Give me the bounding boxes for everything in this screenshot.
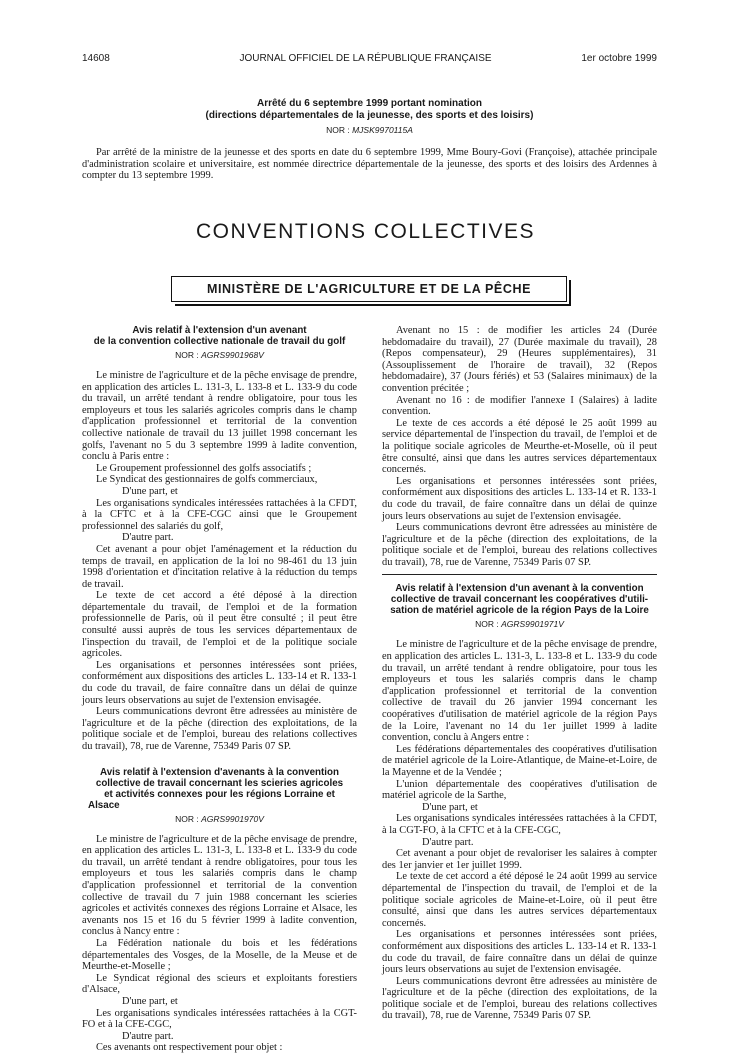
avis-cuma-title-line2: collective de travail concernant les coopératives d'utili- [390, 594, 649, 606]
nor-code: MJSK9970115A [352, 125, 413, 135]
nor-label: NOR : [175, 813, 199, 824]
avis-scieries-title-line1: Avis relatif à l'extension d'avenants à la convention [100, 766, 339, 778]
paragraph: D'une part, et [122, 995, 178, 1007]
paragraph: Le texte de cet accord a été déposé à la direction départementale du travail, de l'emploi et de la formation professionnelle de Paris, où il peut être consulté ; il peut être consulté aussi auprès de tous les services départementaux de l'inspection du travail, de l'emploi et de la politique sociale agricoles. [82, 590, 357, 660]
avis-cuma-title-line1: Avis relatif à l'extension d'un avenant à la convention [395, 583, 644, 595]
right-column [382, 325, 657, 1022]
paragraph: Avenant no 16 : de modifier l'annexe I (Salaires) à ladite convention. [382, 394, 657, 418]
paragraph: Le ministre de l'agriculture et de la pêche envisage de prendre, en application des articles L. 131-3, L. 133-8 et L. 133-9 du code du travail, un arrêté tendant à rendre obligatoires, pour tous les employeurs et tous les salariés compris dans le champ d'application professionnel et territorial de la convention collective de travail du 7 juin 1988 concernant les scieries agricoles et activités connexes des régions Lorraine et Alsace, les avenants nos 15 et 16 du 5 février 1999 à ladite convention, conclus à Nancy entre : [82, 833, 357, 938]
ministry-banner [171, 276, 567, 302]
page-number: 14608 [82, 53, 110, 64]
paragraph: L'union départementale des coopératives d'utilisation de matériel agricole de la Sarthe, [382, 778, 657, 802]
avis-golf-title-line1: Avis relatif à l'extension d'un avenant [132, 325, 307, 336]
nor-code: AGRS9901970V [201, 813, 264, 824]
paragraph: Le Syndicat des gestionnaires de golfs commerciaux, [96, 474, 318, 486]
paragraph: Les organisations syndicales intéressées rattachées à la CFDT, à la CGT-FO, à la CFTC et à la CFE-CGC, [382, 813, 657, 836]
avis-scieries-title-line4: Alsace [88, 799, 120, 811]
paragraph: Le Syndicat régional des scieurs et exploitants forestiers d'Alsace, [82, 972, 357, 996]
paragraph: Le texte de cet accord a été déposé le 24 août 1999 au service départemental de l'inspection du travail, de l'emploi et de la politique sociale agricoles de Maine-et-Loire, où il peut être consulté, ainsi que dans les autres services départementaux concernés. [382, 871, 657, 929]
nor-label: NOR : [475, 619, 499, 630]
paragraph: Les organisations syndicales intéressées rattachées à la CFDT, à la CFTC et à la CFE-CGC ainsi que le Groupement professionnel des salariés du golf, [82, 497, 357, 532]
paragraph: Les organisations et personnes intéressées sont priées, conformément aux dispositions des articles L. 133-14 et R. 133-1 du code du travail, de faire connaître dans un délai de quinze jours leurs observations au sujet de l'extension envisagée. [382, 929, 657, 976]
avis-scieries-title-line2: collective de travail concernant les scieries agricoles [95, 777, 344, 789]
avis-scieries [82, 767, 357, 1054]
nor-label: NOR : [326, 125, 350, 135]
paragraph: Le ministre de l'agriculture et de la pêche envisage de prendre, en application des articles L. 131-3, L. 133-8 et L. 133-9 du code du travail, un arrêté tendant à rendre obligatoire, pour tous les employeurs et tous les salariés agricoles compris dans le champ d'application professionnel et territorial de la convention collective nationale de travail du 13 juillet 1998 concernant les golfs, l'avenant no 5 du 3 septembre 1999 à ladite convention, conclu à Paris entre : [82, 370, 357, 463]
avis-scieries-nor [82, 814, 357, 824]
top-arrete-body: Par arrêté de la ministre de la jeunesse et des sports en date du 6 septembre 1999, Mme Boury-Govi (Françoise), attachée principale d'administration scolaire et universitaire, est nommée directrice départementale de la jeunesse, des sports et des loisirs des Ardennes à compter du 13 septembre 1999. [82, 147, 657, 182]
top-arrete-nor [82, 125, 657, 135]
nor-code: AGRS9901968V [201, 350, 264, 360]
paragraph: Le ministre de l'agriculture et de la pêche envisage de prendre, en application des articles L. 131-3, L. 133-8 et L. 133-9 du code du travail, un arrêté tendant à rendre obligatoire, pour tous les employeurs et tous les salariés compris dans le champ d'application professionnel et territorial de la convention collective de travail du 26 janvier 1994 concernant les coopératives d'utilisation de matériel agricole de la région Pays de la Loire, l'avenant no 14 du 1er juillet 1999 à ladite convention, conclu à Angers entre : [382, 639, 657, 744]
paragraph: D'autre part. [122, 1030, 174, 1042]
paragraph: La Fédération nationale du bois et les fédérations départementales des Vosges, de la Moselle, de la Meuse et de Meurthe-et-Moselle ; [82, 937, 357, 973]
avis-cuma-nor [382, 619, 657, 629]
left-column [82, 325, 357, 1054]
avis-golf-title-line2: de la convention collective nationale de travail du golf [93, 336, 346, 347]
avis-scieries-continued [382, 325, 657, 568]
nor-label: NOR : [175, 350, 199, 360]
paragraph: Le Groupement professionnel des golfs associatifs ; [96, 462, 312, 474]
section-divider [382, 574, 657, 575]
paragraph: Leurs communications devront être adressées au ministère de l'agriculture et de la pêche (direction des exploitations, de la politique sociale et de l'emploi, bureau des relations collectives du travail), 78, rue de Varenne, 75349 Paris 07 SP. [382, 975, 657, 1022]
paragraph: Les fédérations départementales des coopératives d'utilisation de matériel agricole de la Loire-Atlantique, de Maine-et-Loire, de la Mayenne et de la Vendée ; [382, 743, 657, 778]
paragraph: D'une part, et [422, 801, 478, 813]
paragraph: Cet avenant a pour objet de revaloriser les salaires à compter des 1er janvier et 1er juillet 1999. [382, 848, 657, 871]
paragraph: D'une part, et [122, 485, 178, 497]
top-arrete-title-line2: (directions départementales de la jeunesse, des sports et des loisirs) [205, 110, 534, 121]
avis-golf-nor [82, 350, 357, 360]
top-arrete-title [82, 98, 657, 122]
paragraph: Ces avenants ont respectivement pour objet : [96, 1042, 283, 1054]
ministry-name: MINISTÈRE DE L'AGRICULTURE ET DE LA PÊCHE [206, 282, 532, 296]
section-title: CONVENTIONS COLLECTIVES [195, 220, 536, 243]
paragraph: Les organisations et personnes intéressées sont priées, conformément aux dispositions des articles L. 133-14 et R. 133-1 du code du travail, de faire connaître dans un délai de quinze jours leurs observations au sujet de l'extension envisagée. [82, 659, 357, 706]
paragraph: Leurs communications devront être adressées au ministère de l'agriculture et de la pêche (direction des exploitations, de la politique sociale et de l'emploi, bureau des relations collectives du travail), 78, rue de Varenne, 75349 Paris 07 SP. [82, 706, 357, 752]
paragraph: Les organisations syndicales intéressées rattachées à la CGT-FO et à la CFE-CGC, [82, 1007, 357, 1031]
paragraph: Le texte de ces accords a été déposé le 25 août 1999 au service départemental de l'inspection du travail, de l'emploi et de la politique sociale agricoles de Meurthe-et-Moselle, où il peut être consulté, ainsi que dans les autres services départementaux concernés. [382, 417, 657, 476]
avis-cuma-title-line3: sation de matériel agricole de la région Pays de la Loire [390, 605, 649, 617]
paragraph: Les organisations et personnes intéressées sont priées, conformément aux dispositions des articles L. 133-14 et R. 133-1 du code du travail, de faire connaître dans un délai de quinze jours leurs observations au sujet de l'extension envisagée. [382, 475, 657, 522]
paragraph: Leurs communications devront être adressées au ministère de l'agriculture et de la pêche (direction des exploitations, de la politique sociale et de l'emploi, bureau des relations collectives du travail), 78, rue de Varenne, 75349 Paris 07 SP. [382, 522, 657, 568]
avis-scieries-title-line3: et activités connexes pour les régions Lorraine et [104, 788, 335, 800]
paragraph: Cet avenant a pour objet l'aménagement et la réduction du temps de travail, en application de la loi no 98-461 du 13 juin 1998 d'orientation et d'incitation relative à la réduction du temps de travail. [82, 543, 357, 590]
nor-code: AGRS9901971V [501, 619, 564, 630]
issue-date: 1er octobre 1999 [581, 53, 657, 64]
paragraph: Avenant no 15 : de modifier les articles 24 (Durée hebdomadaire du travail), 27 (Durée maximale du travail), 28 (Repos compensateur), 29 (Heures supplémentaires), 31 (Assouplissement de l'horaire de travail), 32 (Repos hebdomadaire), 37 (Jours fériés) et 53 (Salaires minimaux) de la convention précitée ; [382, 325, 657, 394]
paragraph: D'autre part. [422, 836, 474, 848]
avis-cuma [382, 583, 657, 1022]
journal-title: JOURNAL OFFICIEL DE LA RÉPUBLIQUE FRANÇAISE [239, 53, 492, 64]
top-arrete-title-line1: Arrêté du 6 septembre 1999 portant nomination [256, 98, 483, 109]
avis-golf [82, 325, 357, 753]
paragraph: D'autre part. [122, 532, 174, 544]
